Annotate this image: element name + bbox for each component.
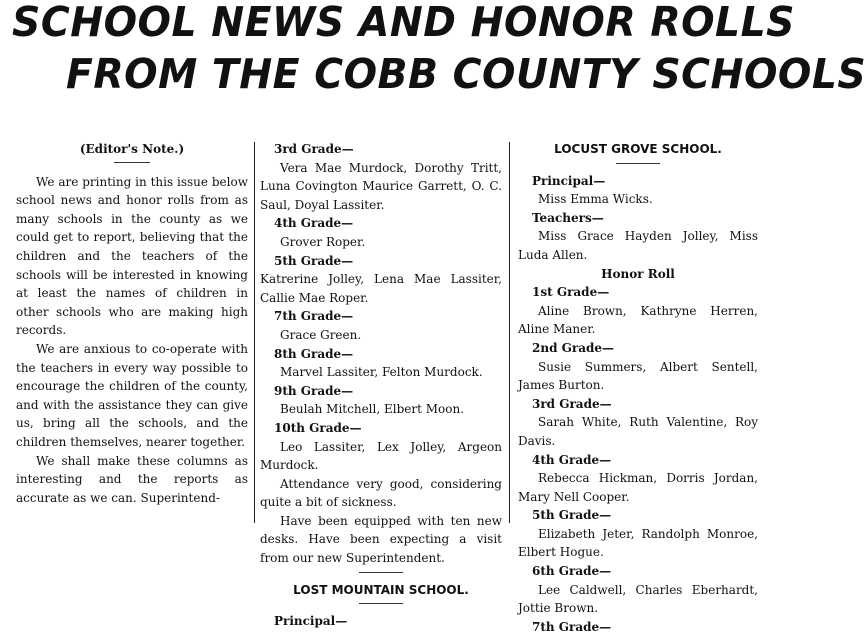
grade-names: Rebecca Hickman, Dorris Jordan, Mary Nell Cooper. xyxy=(518,471,758,504)
honor-roll-column-3 xyxy=(518,140,758,636)
grade-label: 7th Grade— xyxy=(274,309,354,324)
grade-names: Grace Green. xyxy=(280,327,362,342)
grade-names: Sarah White, Ruth Valentine, Roy Davis. xyxy=(518,415,758,448)
teachers-names: Miss Grace Hayden Jolley, Miss Luda Allen. xyxy=(518,229,758,262)
grade-label: 9th Grade— xyxy=(274,383,354,398)
grade-label: 3rd Grade— xyxy=(532,396,612,411)
grade-label: 4th Grade— xyxy=(532,452,612,467)
grade-label: 6th Grade— xyxy=(532,564,612,579)
editors-note-column xyxy=(16,140,248,507)
attendance-note: Attendance very good, considering quite a bit of sickness. xyxy=(260,476,502,510)
principal-name: Miss Emma Wicks. xyxy=(538,192,653,207)
column-divider-1 xyxy=(254,142,255,523)
editors-note-paragraph-2: We are anxious to co-operate with the teachers in every way possible to encourage the children of the county, and with the assistance they can give us, bring all the schools, and the children themselves, nearer together. xyxy=(16,341,248,449)
grade-label: 10th Grade— xyxy=(274,420,362,435)
grade-label: 2nd Grade— xyxy=(532,340,615,355)
grade-label: 5th Grade— xyxy=(274,253,354,268)
column-divider-2 xyxy=(509,142,510,523)
title-rule xyxy=(114,162,150,163)
headline-line-2: FROM THE COBB COUNTY SCHOOLS xyxy=(66,50,866,98)
grade-names: Vera Mae Murdock, Dorothy Tritt, Luna Covington Maurice Garrett, O. C. Saul, Doyal Lassiter. xyxy=(260,160,502,212)
editors-note-paragraph-3: We shall make these columns as interesting and the reports as accurate as we can. Superintend- xyxy=(16,453,248,505)
honor-roll-column-2 xyxy=(260,140,502,631)
equipment-note: Have been equipped with ten new desks. Have been expecting a visit from our new Superintendent. xyxy=(260,513,502,566)
grade-names: Beulah Mitchell, Elbert Moon. xyxy=(280,402,465,417)
principal-label: Principal— xyxy=(532,173,606,188)
grade-names: Aline Brown, Kathryne Herren, Aline Maner. xyxy=(518,303,758,337)
grade-names: Leo Lassiter, Lex Jolley, Argeon Murdock. xyxy=(260,439,502,473)
grade-names: Marvel Lassiter, Felton Murdock. xyxy=(280,365,483,380)
grade-names: Grover Roper. xyxy=(280,234,366,249)
section-rule xyxy=(616,163,660,164)
grade-label: 4th Grade— xyxy=(274,216,354,231)
headline-line-1: SCHOOL NEWS AND HONOR ROLLS xyxy=(12,0,795,46)
grade-names: Katrerine Jolley, Lena Mae Lassiter, Callie Mae Roper. xyxy=(260,272,502,305)
grade-names: Elizabeth Jeter, Randolph Monroe, Elbert Hogue. xyxy=(518,526,758,560)
grade-label: 1st Grade— xyxy=(532,285,610,300)
locust-grove-school-title: LOCUST GROVE SCHOOL. xyxy=(554,142,722,156)
principal-label: Principal— xyxy=(274,614,348,629)
honor-roll-heading: Honor Roll xyxy=(601,266,675,281)
lost-mountain-school-title: LOST MOUNTAIN SCHOOL. xyxy=(293,582,469,597)
grade-label: 8th Grade— xyxy=(274,346,354,361)
grade-names: Lee Caldwell, Charles Eberhardt, Jottie Brown. xyxy=(518,582,758,616)
grade-label: 5th Grade— xyxy=(532,508,612,523)
section-rule xyxy=(359,603,403,604)
grade-label: 3rd Grade— xyxy=(274,142,354,156)
grade-label: 7th Grade— xyxy=(532,619,612,634)
section-rule xyxy=(359,572,403,573)
editors-note-title: (Editor's Note.) xyxy=(79,142,185,156)
grade-names: Susie Summers, Albert Sentell, James Burton. xyxy=(518,359,758,393)
editors-note-paragraph-1: We are printing in this issue below school news and honor rolls from as many schools in the county as we could get to report, believing that the children and the teachers of the schools will be interested in knowing at least the names of children in other schools who are making high records. xyxy=(16,174,248,338)
teachers-label: Teachers— xyxy=(532,210,604,225)
